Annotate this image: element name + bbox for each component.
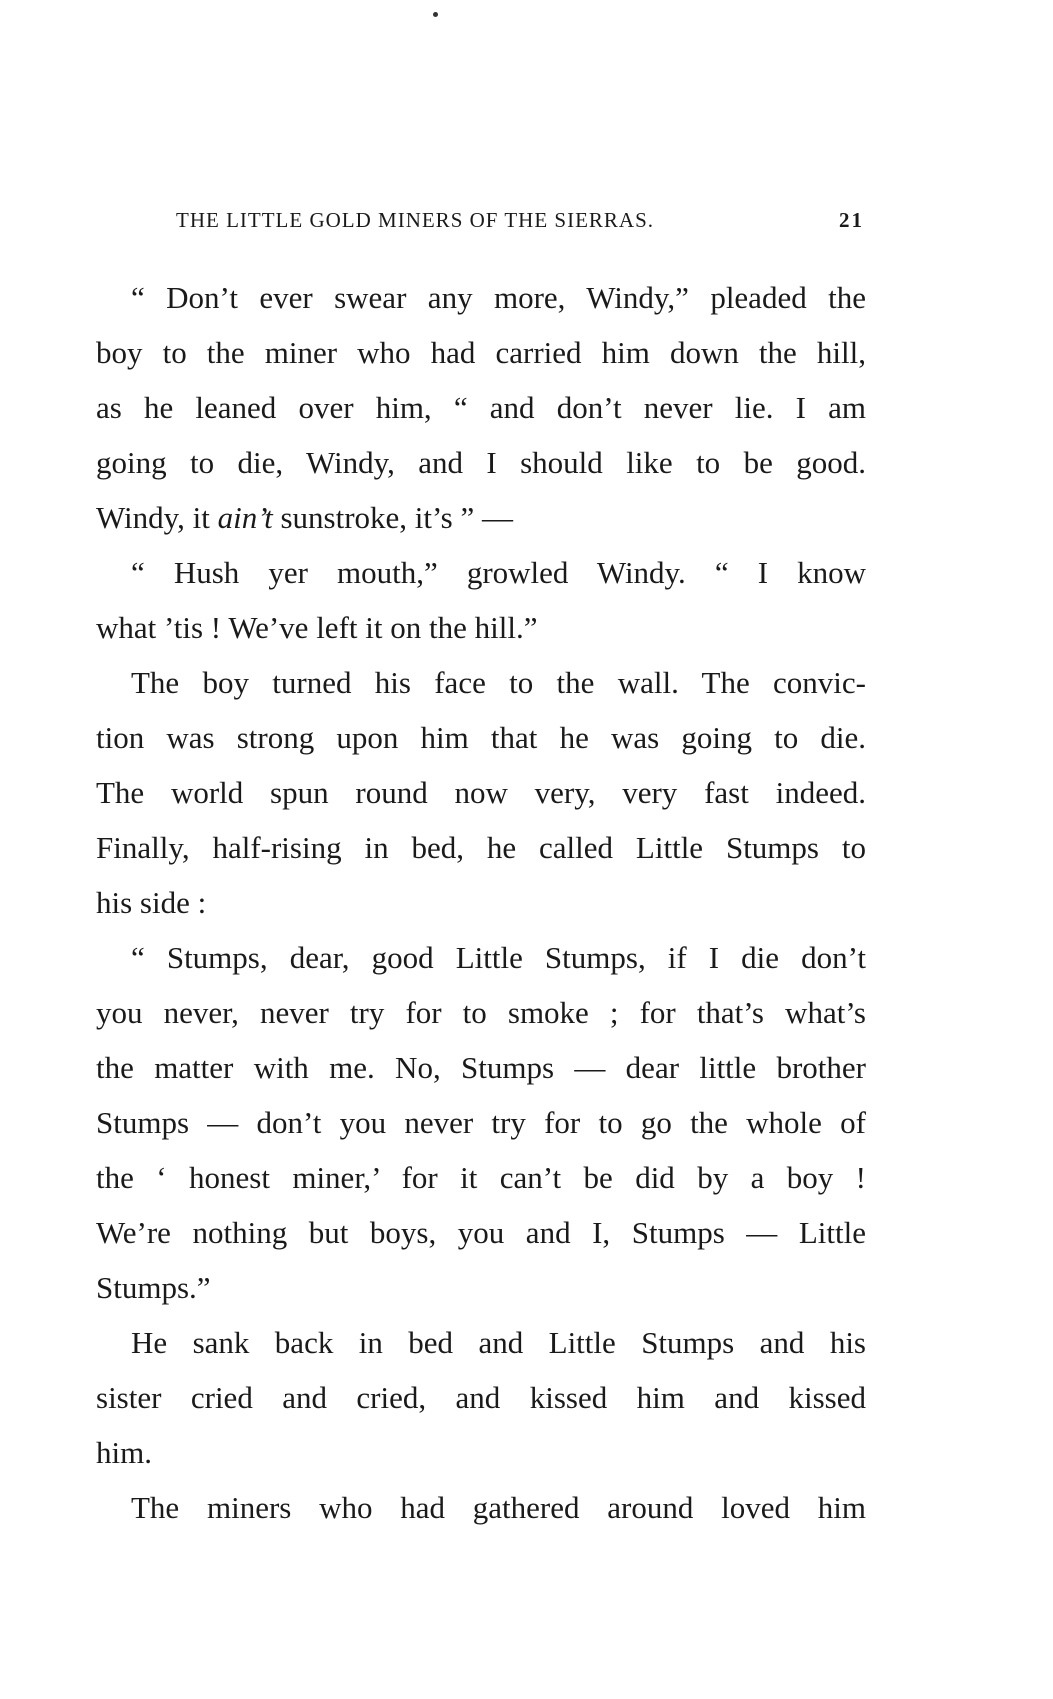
italic-word: ain’t [217, 500, 273, 535]
text-line: Finally, half-rising in bed, he called Little Stumps to [96, 830, 866, 865]
ink-speck [433, 12, 438, 17]
body-text [96, 270, 866, 1535]
text-line: The world spun round now very, very fast indeed. [96, 775, 866, 810]
running-title: THE LITTLE GOLD MINERS OF THE SIERRAS. [176, 208, 655, 232]
text-line: He sank back in bed and Little Stumps and his [131, 1325, 866, 1360]
page-number: 21 [839, 208, 864, 232]
text-line: Stumps.” [96, 1270, 211, 1305]
text-line: “ Hush yer mouth,” growled Windy. “ I know [131, 555, 866, 590]
text-line: “ Don’t ever swear any more, Windy,” pleaded the [131, 280, 866, 315]
text-fragment: Windy, it [96, 500, 218, 535]
text-line: The boy turned his face to the wall. The convic- [131, 665, 866, 700]
text-line: the matter with me. No, Stumps — dear little brother [96, 1050, 866, 1085]
text-line: sister cried and cried, and kissed him and kissed [96, 1380, 866, 1415]
text-line: you never, never try for to smoke ; for that’s what’s [96, 995, 866, 1030]
text-line: We’re nothing but boys, you and I, Stumps — Little [96, 1215, 866, 1250]
text-line: boy to the miner who had carried him down the hill, [96, 335, 866, 370]
running-header [176, 206, 864, 234]
text-line: Stumps — don’t you never try for to go the whole of [96, 1105, 866, 1140]
text-fragment: sunstroke, it’s ” — [272, 500, 513, 535]
text-line: him. [96, 1435, 152, 1470]
text-line: going to die, Windy, and I should like to be good. [96, 445, 866, 480]
text-line: as he leaned over him, “ and don’t never lie. I am [96, 390, 866, 425]
text-line [96, 490, 866, 545]
text-line: The miners who had gathered around loved him [131, 1490, 866, 1525]
text-line: “ Stumps, dear, good Little Stumps, if I die don’t [131, 940, 866, 975]
text-line: his side : [96, 885, 207, 920]
text-line: tion was strong upon him that he was going to die. [96, 720, 866, 755]
text-line: the ‘ honest miner,’ for it can’t be did by a boy ! [96, 1160, 866, 1195]
text-line: what ’tis ! We’ve left it on the hill.” [96, 610, 538, 645]
